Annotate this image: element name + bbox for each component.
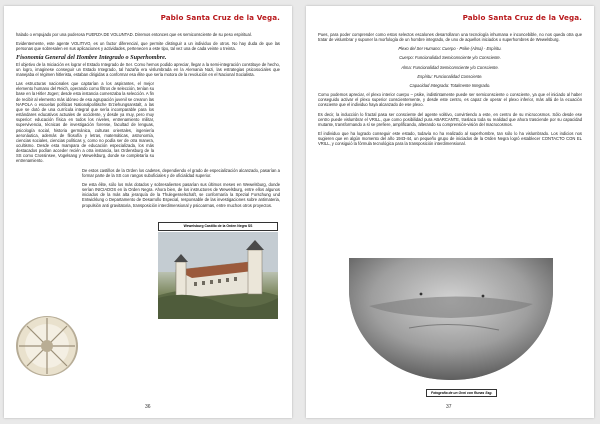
ufo-figure <box>349 258 553 395</box>
plexo-line: Alma: Funcionalidad Semiconsciente y/o Consciente. <box>401 64 499 70</box>
left-page <box>4 6 292 418</box>
paragraph: De estos castillos de la Orden los cadetes, dependiendo el grado de especialización alcanzado, pasarían a formar parte de la SS con rangos suboficiales y de oficialidad superior. <box>82 167 280 178</box>
paragraph: Las estructuras nacionales que captarían a los aspirantes, el mejor elemento humano del Reich, operando como filtros de selección, tenían su base en la Hitler Jügen; desde esta instancia comenzaba la selección. A fin de recibir al elemento más idóneo de esa agrupación juvenil se crearon las NAPOLA o escuelas políticas Nationalpolitische Erziehungsanstalt, a las que se dotó de una currícula integral que sería incomparable para los estándares educativos actuales de occidente, y desde ya muy, pero muy superior: educación física en todos los niveles, entrenamiento militar, supervivencia, técnicas de investigación forense, facultad de lenguas, psicología social, historia germánica, culturas orientales, ingeniería aeronáutica, además de filosofía y letras, matemáticas, astronomía, ciencias sociales, ciencias políticas y, como no podía ser de otra manera, ocultismo. Desde esta mampara de educación especializada, los más destacados podían acceder recién a otra instancia, las Ordensburg de la SS como Crossinsee, Vogelsang y Wewelsburg, donde se completaría su entrenamiento. <box>16 81 154 164</box>
page-header: Pablo Santa Cruz de la Vega. <box>462 13 582 22</box>
paragraph: El individuo que ha logrado conseguir este estado, todavía no ha realizado al superhombre, tan sólo lo ha vislumbrado. Los indicios nos sugieren que en algún momento del año 1943-44, un pequeño grupo de iniciados de la Orden Negra logró establecer CONTACTO CON EL VRILL, y consiguió la fórmula tecnológica para la transposición interdimensional. <box>318 131 582 147</box>
page-header: Pablo Santa Cruz de la Vega. <box>160 13 280 22</box>
plexo-line: Cuerpo: Funcionalidad Semiconsciente y/o Consciente. <box>399 55 501 61</box>
castle-illustration <box>158 232 278 319</box>
page-number: 36 <box>145 404 151 410</box>
plexo-line: Plexo del Ser Humano: Cuerpo - Psike (Alma) - Espíritu. <box>398 46 502 52</box>
interior-illustration <box>16 316 78 376</box>
ufo-photo <box>349 258 553 380</box>
ufo-illustration <box>349 258 553 380</box>
paragraph: El objetivo de la Iniciación es lograr el Estado Integrado de Ser. Como hemos podido apreciar, llegar a la semi-integración constituye de hecho, un logro, imaginese conseguir un Estado Integrado, tal hazaña era vislumbrada en la Alemania Nazi, las estrategias psicosociales que manejaba el régimen hitlerista, estaban dirigidas a conformar esa élite que sería motora de la revolución en el Nacional Socialista. <box>16 61 280 77</box>
right-body <box>318 32 582 151</box>
paragraph: De esta élite, sólo los más dotados y sobresalientes pasarían sus últimos meses en Wewelsburg, donde serían INICIADOS en la Orden Negra. Ahora bien, de los instructores de Wewelsburg, entre ellos algunos iniciados de la más alta jerarquía de la Thulegesselschaft, se conformaría la Spezial Forschung und Entwicklung o Departamento de Desarrollo Especial, responsable de las investigaciones sobre antimateria, propulsión anti gravitatoria, transposición interdimensional y psicoarmas, entre muchos otros proyectos. <box>82 181 280 208</box>
section-title: Fisonomía General del Hombre Integrado o Superhombre. <box>16 54 167 62</box>
paragraph: Evidentemente, este agente VOLITIVO, es un factor diferencial, que permite distinguir a un individuo de otros. No hay duda de que las personas que sobresalen en sus aplicaciones y actividades, pertenecen a este tipo, tal vez una de cada veinte o treinta. <box>16 41 280 52</box>
plexo-line: Espíritu: Funcionalidad Consciente. <box>417 73 483 79</box>
paragraph: halado o empujado por una poderosa FUERZA DE VOLUNTAD. Diremos entonces que es semiconsciente de su peso espiritual. <box>16 32 252 37</box>
castle-photo <box>158 232 278 319</box>
figure-caption: Wewelsburg Castillo de la Orden Negra SS <box>158 222 278 231</box>
plexo-line: Capacidad Integrada: Totalmente Integrado. <box>409 82 491 88</box>
right-page <box>306 6 594 418</box>
paragraph: Como podemos apreciar, el plexo interior cuerpo – psike, indistintamente puede ser semiconsciente o consciente, ya que el iniciado al haber conseguido activar el plexo superior conscientemente, y desde este centro, es capaz de operar el plexo inferior, más allá de la ecuación consciente que el individuo haya alcanzado de ese plexo. <box>318 92 582 108</box>
figure-caption: Fotografía de un Ovni con Runas Ssg. <box>426 389 497 397</box>
left-body <box>16 32 280 212</box>
castle-figure <box>158 222 278 317</box>
paragraph: Pues, para poder comprender como estos selectos escalones desarrollaron una tecnología inhumana e inconcebible, no nos queda otra que tratar de vislumbrar y suponer la morfología de un hombre integrado, de uno de aquellos iniciados o superhombres de Wewelsburg. <box>318 32 582 43</box>
paragraph: Es decir, la inducción lo fractal pasa ser consciente del agente volitivo, convirtiendo a este, en centro de su microcosmos. Sólo desde ese centro puede vislumbrar el VRILL, que como posibilidad pura ABARCANTE, traslaca toda su realidad que ahora trasciende por su capacidad mutante, transformando a sí se prefiere, amplificando, alterando su comprensión-visión del macrocosmos. <box>318 111 582 127</box>
page-number: 37 <box>446 404 452 410</box>
tower-interior-photo <box>16 316 78 376</box>
